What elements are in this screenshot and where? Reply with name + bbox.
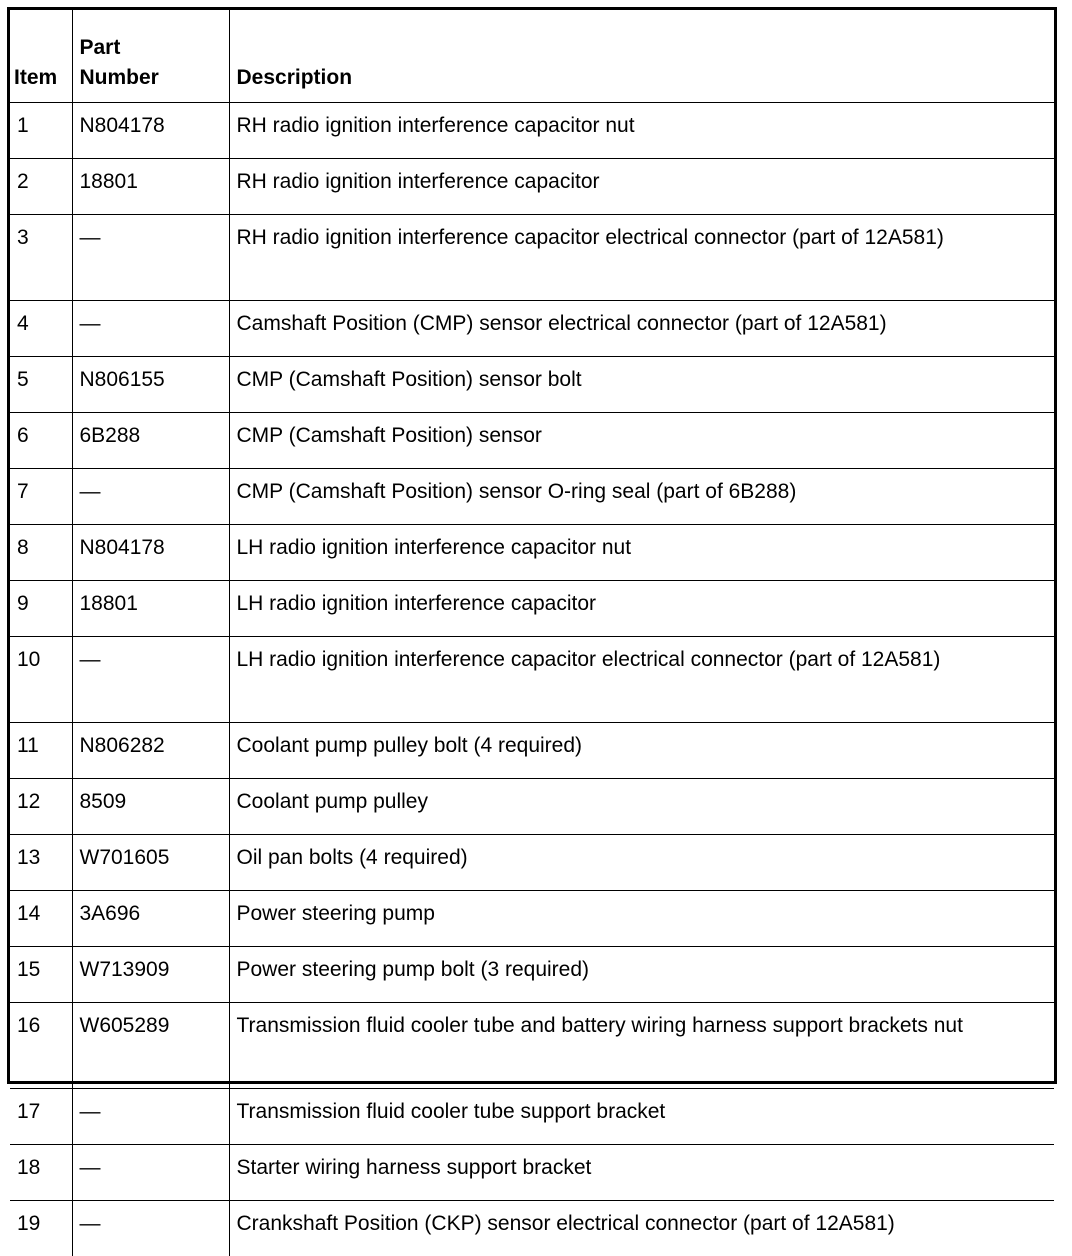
item-cell: 17 [10, 1089, 72, 1145]
item-cell: 15 [10, 947, 72, 1003]
description-cell: Crankshaft Position (CKP) sensor electrical connector (part of 12A581) [229, 1201, 1054, 1256]
item-cell: 4 [10, 301, 72, 357]
description-cell: Oil pan bolts (4 required) [229, 835, 1054, 891]
table-body [10, 103, 1054, 1256]
header-description: Description [229, 10, 1054, 103]
item-cell: 11 [10, 723, 72, 779]
part-number-cell: — [72, 469, 229, 525]
item-cell: 5 [10, 357, 72, 413]
part-number-cell: — [72, 1201, 229, 1256]
table-row [10, 357, 1054, 413]
description-cell: LH radio ignition interference capacitor electrical connector (part of 12A581) [229, 637, 1054, 723]
table-row [10, 1003, 1054, 1089]
description-cell: RH radio ignition interference capacitor nut [229, 103, 1054, 159]
table-row [10, 723, 1054, 779]
item-cell: 10 [10, 637, 72, 723]
part-number-cell: 18801 [72, 581, 229, 637]
description-cell: Power steering pump [229, 891, 1054, 947]
description-cell: Transmission fluid cooler tube and battery wiring harness support brackets nut [229, 1003, 1054, 1089]
description-cell: RH radio ignition interference capacitor electrical connector (part of 12A581) [229, 215, 1054, 301]
item-cell: 2 [10, 159, 72, 215]
part-number-cell: W701605 [72, 835, 229, 891]
item-cell: 16 [10, 1003, 72, 1089]
header-part-number [72, 10, 229, 103]
item-cell: 13 [10, 835, 72, 891]
description-cell: Coolant pump pulley bolt (4 required) [229, 723, 1054, 779]
part-number-cell: 8509 [72, 779, 229, 835]
table-row [10, 835, 1054, 891]
table-row [10, 301, 1054, 357]
part-number-cell: N804178 [72, 103, 229, 159]
item-cell: 7 [10, 469, 72, 525]
description-cell: CMP (Camshaft Position) sensor [229, 413, 1054, 469]
table-row [10, 215, 1054, 301]
table-row [10, 779, 1054, 835]
description-cell: Starter wiring harness support bracket [229, 1145, 1054, 1201]
table-row [10, 637, 1054, 723]
table-row [10, 581, 1054, 637]
part-number-cell: N806282 [72, 723, 229, 779]
item-cell: 9 [10, 581, 72, 637]
part-number-cell: N804178 [72, 525, 229, 581]
item-cell: 19 [10, 1201, 72, 1256]
item-cell: 14 [10, 891, 72, 947]
item-cell: 6 [10, 413, 72, 469]
table-row [10, 525, 1054, 581]
table-row [10, 413, 1054, 469]
table-row [10, 1089, 1054, 1145]
description-cell: LH radio ignition interference capacitor [229, 581, 1054, 637]
header-item: Item [10, 10, 72, 103]
parts-table [10, 10, 1054, 1256]
part-number-cell: W713909 [72, 947, 229, 1003]
part-number-cell: — [72, 215, 229, 301]
item-cell: 1 [10, 103, 72, 159]
part-number-cell: N806155 [72, 357, 229, 413]
part-number-cell: — [72, 1089, 229, 1145]
part-number-cell: 6B288 [72, 413, 229, 469]
item-cell: 3 [10, 215, 72, 301]
part-number-cell: W605289 [72, 1003, 229, 1089]
table-header-row [10, 10, 1054, 103]
table-row [10, 1201, 1054, 1256]
description-cell: Coolant pump pulley [229, 779, 1054, 835]
item-cell: 12 [10, 779, 72, 835]
description-cell: RH radio ignition interference capacitor [229, 159, 1054, 215]
part-number-cell: — [72, 301, 229, 357]
table-row [10, 103, 1054, 159]
item-cell: 8 [10, 525, 72, 581]
description-cell: LH radio ignition interference capacitor nut [229, 525, 1054, 581]
description-cell: CMP (Camshaft Position) sensor bolt [229, 357, 1054, 413]
header-part-number-label: Part Number [80, 36, 159, 89]
part-number-cell: — [72, 1145, 229, 1201]
table-row [10, 891, 1054, 947]
part-number-cell: 18801 [72, 159, 229, 215]
parts-table-frame [7, 7, 1057, 1084]
part-number-cell: — [72, 637, 229, 723]
table-row [10, 1145, 1054, 1201]
description-cell: CMP (Camshaft Position) sensor O-ring seal (part of 6B288) [229, 469, 1054, 525]
description-cell: Transmission fluid cooler tube support bracket [229, 1089, 1054, 1145]
table-row [10, 947, 1054, 1003]
description-cell: Camshaft Position (CMP) sensor electrical connector (part of 12A581) [229, 301, 1054, 357]
item-cell: 18 [10, 1145, 72, 1201]
table-row [10, 159, 1054, 215]
description-cell: Power steering pump bolt (3 required) [229, 947, 1054, 1003]
table-row [10, 469, 1054, 525]
part-number-cell: 3A696 [72, 891, 229, 947]
